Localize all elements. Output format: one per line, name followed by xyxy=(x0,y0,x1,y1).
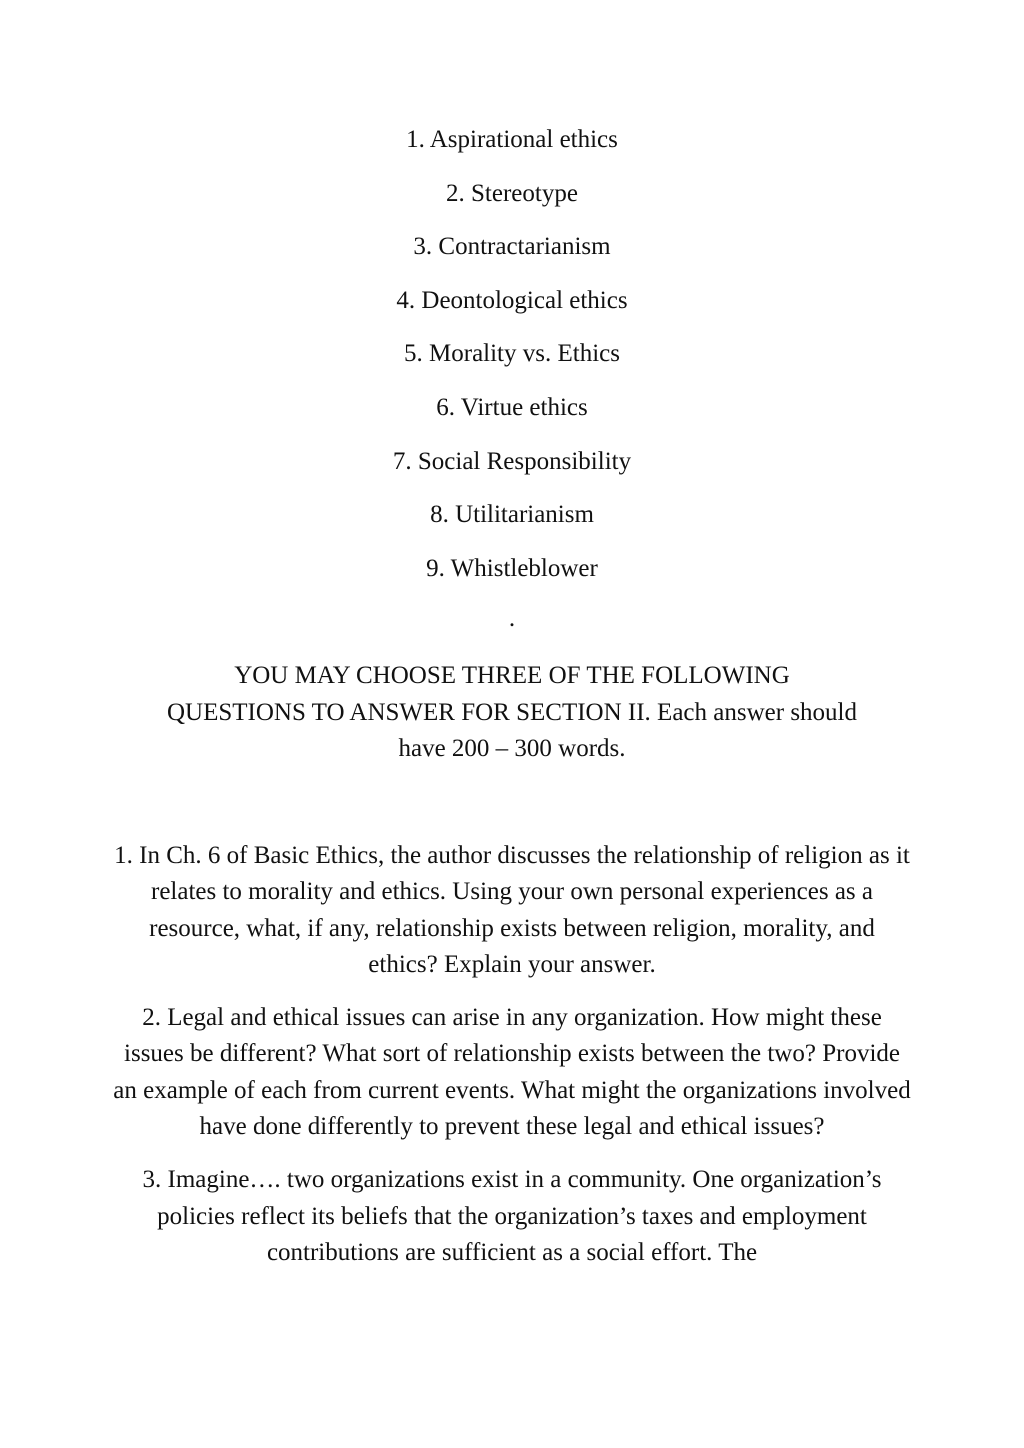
question-paragraph: 1. In Ch. 6 of Basic Ethics, the author discusses the relationship of religion as it relates to morality and ethics. Using your own personal experiences as a resource, what, if any, relationship exists between religion, morality, and ethics? Explain your answer. xyxy=(114,842,910,978)
instructions-line: YOU MAY CHOOSE THREE OF THE FOLLOWING xyxy=(234,662,790,689)
term-item: 4. Deontological ethics xyxy=(396,286,628,314)
instructions-line: have 200 – 300 words. xyxy=(398,735,626,762)
section-instructions xyxy=(112,658,912,768)
question-paragraph: 2. Legal and ethical issues can arise in any organization. How might these issues be different? What sort of relationship exists between the two? Provide an example of each from current events. What might the organizations involved have done differently to prevent these legal and ethical issues? xyxy=(113,1004,911,1141)
term-item: 5. Morality vs. Ethics xyxy=(404,340,620,368)
question-paragraph: 3. Imagine…. two organizations exist in a community. One organization’s policies reflect its beliefs that the organization’s taxes and employment contributions are sufficient as a social effort. The xyxy=(142,1166,882,1266)
term-item: 3. Contractarianism xyxy=(413,233,611,261)
term-item: 2. Stereotype xyxy=(446,179,578,207)
term-item: 6. Virtue ethics xyxy=(436,393,588,421)
term-item: 8. Utilitarianism xyxy=(430,501,594,529)
term-item: 7. Social Responsibility xyxy=(392,447,632,475)
instructions-line: QUESTIONS TO ANSWER FOR SECTION II. Each answer should xyxy=(166,698,857,726)
term-item: 1. Aspirational ethics xyxy=(406,126,618,153)
separator-dot: . xyxy=(508,605,516,632)
terms-list xyxy=(0,122,1024,604)
questions-list xyxy=(112,838,912,1288)
term-item: 9. Whistleblower xyxy=(426,554,598,582)
